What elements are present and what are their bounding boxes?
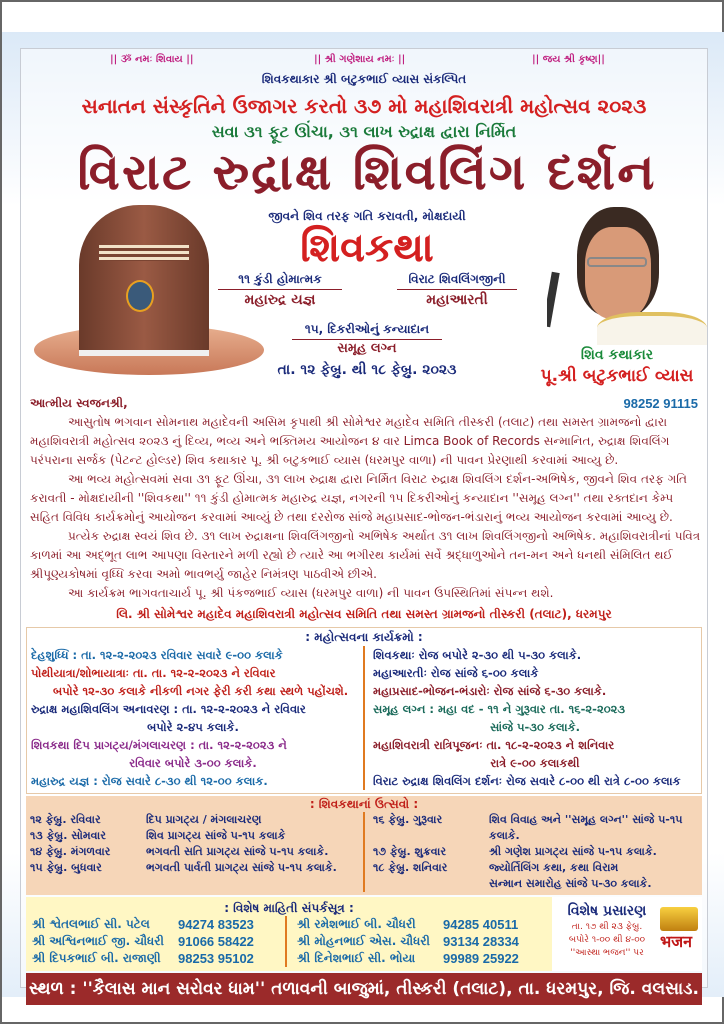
- festivals-left: [26, 812, 359, 892]
- program-item: મહારુદ્ર યજ્ઞ : રોજ સવારે ૮-૩૦ થી ૧૨-૦૦ કલાક.: [31, 774, 268, 788]
- festival-event: જ્યોર્તિલિંગ કથા, કથા વિરામ: [489, 861, 619, 874]
- contact-item: [297, 916, 546, 933]
- program-item: રવિવાર બપોરે ૩-૦૦ કલાકે.: [129, 756, 257, 770]
- venue-banner: સ્થળ : ''કૈલાસ માન સરોવર ધામ'' તળાવની બાજુમાં, તીસ્કરી (તલાટ), તા. ધરમપુર, જિ. વલસાડ.: [26, 973, 702, 1005]
- maharudra-yagna: મહારુદ્ર યજ્ઞ: [244, 292, 316, 308]
- program-item: દેહશુધ્ધિ : તા. ૧૨-૨-૨૦૨૩ રવિવાર સવારે ૯-૦૦ કલાકે: [31, 648, 283, 662]
- festival-item: [30, 812, 355, 828]
- program-item: રુદ્રાક્ષ મહાશિવલિંગ અનાવરણ : તા. ૧૨-૨-૨૦૨૩ ને રવિવાર: [31, 702, 306, 716]
- broadcast-heading: વિશેષ પ્રસારણ: [567, 903, 647, 919]
- divider: [285, 916, 287, 967]
- program-item: મહાશિવરાત્રી રાત્રિપૂજનઃ તા. ૧૮-૨-૨૦૨૩ ને શનિવાર: [373, 738, 615, 752]
- invocation-shiva: || ૐ નમઃ શિવાય ||: [110, 54, 194, 65]
- contacts-box: [26, 897, 702, 971]
- festival-event: ભગવતી સતિ પ્રાગટ્ય સાંજે ૫-૧૫ કલાકે.: [146, 845, 329, 858]
- broadcast-details: [554, 921, 660, 960]
- contact-phone[interactable]: 98253 95102: [178, 951, 254, 966]
- contact-name: શ્રી અશ્વિનભાઈ જી. ચૌધરી: [32, 934, 164, 948]
- festival-event: ભગવતી પાર્વતી પ્રાગટ્ય સાંજે ૫-૧૫ કલાકે.: [146, 861, 337, 874]
- letter: [26, 394, 702, 603]
- tagline: જીવને શિવ તરફ ગતિ કરાવતી, મોક્ષદાયી: [268, 209, 466, 223]
- festivals-right: [369, 812, 702, 892]
- program-item: પોથીયાત્રા/શોભાયાત્રાઃ તા. તા. ૧૨-૨-૨૦૨૩ ને રવિવાર: [31, 666, 276, 680]
- letter-head: [30, 394, 702, 413]
- festival-event: સન્માન સમારોહ સાંજે ૫-૩૦ કલાકે.: [489, 877, 652, 890]
- contacts-left: [32, 916, 281, 967]
- contact-phone[interactable]: 99989 25922: [443, 951, 519, 966]
- contact-name: શ્રી રમેશભાઈ બી. ચૌધરી: [297, 917, 416, 931]
- festival-item: [373, 876, 698, 892]
- program-item: બપોરે ૧૨-૩૦ કલાકે નીકળી નગર ફેરી કરી કથા સ્થળે પહોંચશે.: [53, 684, 349, 698]
- festival-item: [30, 828, 355, 844]
- letter-paragraph: આ કાર્યક્રમ ભાગવતાચાર્ય પૂ. શ્રી પંકજભાઈ વ્યાસ (ધરમપુર વાળા) ની પાવન ઉપસ્થિતિમાં સંપન્ન થશે.: [68, 586, 554, 600]
- contact-name: શ્રી શ્વેતલભાઈ સી. પટેલ: [32, 917, 150, 931]
- festival-item: [373, 812, 698, 844]
- page-title: વિરાટ રુદ્રાક્ષ શિવલિંગ દર્શન: [77, 142, 657, 201]
- program-item: રાત્રે ૯-૦૦ કલાકથી: [490, 756, 580, 770]
- program-item: બપોરે ૨-૪૫ કલાકે.: [147, 720, 239, 734]
- contact-item: [32, 933, 281, 950]
- contact-phone[interactable]: 91066 58422: [178, 934, 254, 949]
- salutation: આત્મીય સ્વજનશ્રી,: [30, 396, 128, 410]
- letter-paragraph: પ્રત્યેક રુદ્રાક્ષ સ્વયં શિવ છે. ૩૧ લાખ રુદ્રાક્ષના શિવલિંગજીનો અભિષેક અર્થાત ૩૧ લાખ શિવલિંગજીનો અભિષેક. મહાશિવરાત્રીનાં પવિત્ર કાળમાં આ અદ્ભૂત લાભ આપણા વિસ્તારને મળી રહ્યો છે ત્યારે આ ભગીરથ કાર્યમાં સર્વે શ્રદ્ધાળુઓને તન-મન અને ધનથી સંમિલિત થઈ શ્રીપૂણ્યકોષમાં વૃધ્ધિ કરવા અમો ભાવભર્યુ જાહેર નિમંત્રણ પાઠવીએ છીએ.: [30, 529, 701, 581]
- divider: [363, 646, 365, 790]
- program-item: મહાઆરતીઃ રોજ સાંજે ૬-૦૦ કલાકે: [373, 666, 539, 680]
- contacts-heading: : વિશેષ માહિતી સંપર્કસૂત્ર :: [224, 901, 354, 915]
- festival-event: શિવ પ્રાગટ્ય સાંજે ૫-૧૫ કલાકે: [146, 829, 286, 842]
- festival-day: ૧૭ ફેબ્રુ. શુક્રવાર: [373, 845, 447, 858]
- festival-item: [30, 860, 355, 876]
- kanyadan-label: ૧૫, દિકરીઓનું કન્યાદાન: [292, 322, 442, 340]
- broadcast-time: બપોરે ૧-૦૦ થી ૪-૦૦: [568, 935, 646, 945]
- mahaarti: મહાઆરતી: [426, 292, 488, 308]
- program-item: સમૂહ લગ્ન : મહા વદ - ૧૧ ને ગુરૂવાર તા. ૧૬-૨-૨૦૨૩: [373, 702, 626, 716]
- festivals-heading: : શિવકથાનાં ઉત્સવો :: [309, 797, 419, 811]
- contacts-right: [291, 916, 546, 967]
- program-item: શિવકથા દિપ પ્રાગટ્ય/મંગલાચરણ : તા. ૧૨-૨-૨૦૨૩ ને: [31, 738, 287, 752]
- festival-day: [373, 876, 483, 892]
- signed-by: લિ. શ્રી સોમેશ્વર મહાદેવ મહાશિવરાત્રી મહોત્સવ સમિતિ તથા સમસ્ત ગ્રામજનો તીસ્કરી (તલાટ), ધરમપુર: [116, 607, 612, 621]
- festival-day: ૧૪ ફેબ્રુ. મંગળવાર: [30, 845, 111, 858]
- broadcast-channel: ''આસ્થા ભજન'' પર: [570, 948, 644, 958]
- festival-line: સનાતન સંસ્કૃતિને ઉજાગર કરતો ૩૭ મો મહાશિવરાત્રી મહોત્સવ ૨૦૨૩: [81, 94, 647, 118]
- shivlingji-label: વિરાટ શિવલિંગજીની: [397, 272, 517, 290]
- shivling-image: [24, 200, 264, 380]
- contact-phone[interactable]: 94274 83523: [178, 917, 254, 932]
- invocation-ganesha: || શ્રી ગણેશાય નમઃ ||: [314, 54, 406, 65]
- speaker-role: શિવ કથાકાર: [580, 347, 654, 363]
- letter-paragraph: આસુતોષ ભગવાન સોમનાથ મહાદેવની અસિમ કૃપાથી શ્રી સોમેશ્વર મહાદેવ સમિતિ તીસ્કરી (તલાટ) તથા સમસ્ત ગ્રામજનો દ્વારા મહાશિવરાત્રી મહોત્સવ ૨૦૨૩ નું દિવ્ય, ભવ્ય અને ભક્તિમય આયોજન ૪ વાર Limca Book of Records સન્માનિત, રુદ્રાક્ષ શિવલિંગ પરંપરાના સર્જક (પેટન્ટ હોલ્ડર) શિવ કથાકાર પૂ. શ્રી બટુકભાઈ વ્યાસ (ધરમપુર વાળા) ની પાવન પ્રેરણાથી કરવામાં આવ્યુ છે.: [30, 415, 670, 467]
- festival-day: ૧૮ ફેબ્રુ. શનિવાર: [373, 861, 448, 874]
- lower-content: [26, 394, 702, 1005]
- compiled-by: શિવકથાકાર શ્રી બટુકભાઈ વ્યાસ સંકલ્પિત: [261, 72, 467, 86]
- program-left: [27, 646, 359, 790]
- contact-name: શ્રી દિપકભાઈ બી. રાજાણી: [32, 951, 161, 965]
- program-heading: : મહોત્સવના કાર્યક્રમો :: [305, 630, 423, 644]
- festival-day: ૧૬ ફેબ્રુ. ગુરૂવાર: [373, 813, 443, 826]
- contact-item: [297, 950, 546, 967]
- festival-event: શિવ વિવાહ અને ''સમૂહ લગ્ન'' સાંજે ૫-૧૫ કલાકે.: [489, 813, 683, 842]
- speaker-photo: [547, 207, 707, 345]
- invocation-krishna: || જય શ્રી કૃષ્ણ||: [532, 54, 605, 65]
- contact-item: [297, 933, 546, 950]
- speaker-phone: 98252 91115: [623, 396, 698, 411]
- feature-line: સવા ૩૧ ફૂટ ઊંચા, ૩૧ લાખ રુદ્રાક્ષ દ્વારા નિર્મિત: [211, 122, 517, 141]
- contact-name: શ્રી દિનેશભાઈ સી. ભોયા: [297, 951, 416, 965]
- festival-item: [373, 860, 698, 876]
- program-item: સાંજે ૫-૩૦ કલાકે.: [489, 720, 581, 734]
- program-item: મહાપ્રસાદ-ભોજન-ભંડારોઃ રોજ સાંજે ૬-૩૦ કલાકે.: [373, 684, 607, 698]
- letter-paragraph: આ ભવ્ય મહોત્સવમાં સવા ૩૧ ફૂટ ઊંચા, ૩૧ લાખ રુદ્રાક્ષ દ્વારા નિર્મિત વિરાટ રુદ્રાક્ષ શિવલિંગ દર્શન-અભિષેક, જીવને શિવ તરફ ગતિ કરાવતી - મોક્ષદાયીની ''શિવકથા'' ૧૧ કુંડી હોમાત્મક મહારુદ્ર યજ્ઞ, નગરની ૧૫ દિકરીઓનું કન્યાદાન ''સમૂહ લગ્ન'' તથા રક્તદાન કેમ્પ સહિત વિવિધ કાર્યક્રમોનું આયોજન કરવામાં આવ્યું છે તથા દરરોજ સાંજે મહાપ્રસાદ-ભોજન-ભંડારાનું ભવ્ય આયોજન કરવામાં આવ્યુ છે.: [30, 472, 687, 524]
- festivals-box: [26, 796, 702, 895]
- homatmak-label: ૧૧ કુંડી હોમાત્મક: [218, 272, 342, 290]
- program-item: વિરાટ રુદ્રાક્ષ શિવલિંગ દર્શનઃ રોજ સવારે ૮-૦૦ થી રાત્રે ૮-૦૦ કલાક: [373, 774, 681, 788]
- festival-event: દિપ પ્રાગટ્ય / મંગલાચરણ: [146, 813, 262, 826]
- festival-day: ૧૩ ફેબ્રુ. સોમવાર: [30, 829, 106, 842]
- contact-name: શ્રી મોહનભાઈ એસ. ચૌધરી: [297, 934, 430, 948]
- divider: [363, 812, 365, 892]
- program-box: [26, 627, 702, 794]
- contact-phone[interactable]: 94285 40511: [443, 917, 519, 932]
- speaker-name: પૂ.શ્રી બટુકભાઈ વ્યાસ: [540, 366, 694, 386]
- contact-item: [32, 950, 281, 967]
- program-item: શિવકથાઃ રોજ બપોરે ૨-૩૦ થી ૫-૩૦ કલાકે.: [373, 648, 582, 662]
- bhajan-logo: भजन: [660, 932, 693, 951]
- festival-day: ૧૨ ફેબ્રુ. રવિવાર: [30, 813, 101, 826]
- katha-title: શિવકથા: [300, 224, 434, 271]
- festival-item: [30, 844, 355, 860]
- festival-event: શ્રી ગણેશ પ્રાગટ્ય સાંજે ૫-૧૫ કલાકે.: [489, 845, 657, 858]
- aastha-logo-mark: [660, 907, 698, 931]
- festival-day: ૧૫ ફેબ્રુ. બુધવાર: [30, 861, 102, 874]
- contacts-main: [26, 897, 552, 971]
- broadcast-date: તા. ૧૭ થી ૨૩ ફેબ્રુ.: [571, 922, 643, 932]
- samuh-lagna: સમૂહ લગ્ન: [337, 341, 397, 356]
- contact-phone[interactable]: 93134 28334: [443, 934, 519, 949]
- event-dates: તા. ૧૨ ફેબ્રુ. થી ૧૮ ફેબ્રુ. ૨૦૨૩: [277, 362, 457, 378]
- broadcast-panel: [552, 897, 702, 971]
- broadcast-text: [554, 901, 660, 967]
- aastha-logo: [660, 901, 700, 967]
- program-right: [369, 646, 701, 790]
- contact-item: [32, 916, 281, 933]
- festival-item: [373, 844, 698, 860]
